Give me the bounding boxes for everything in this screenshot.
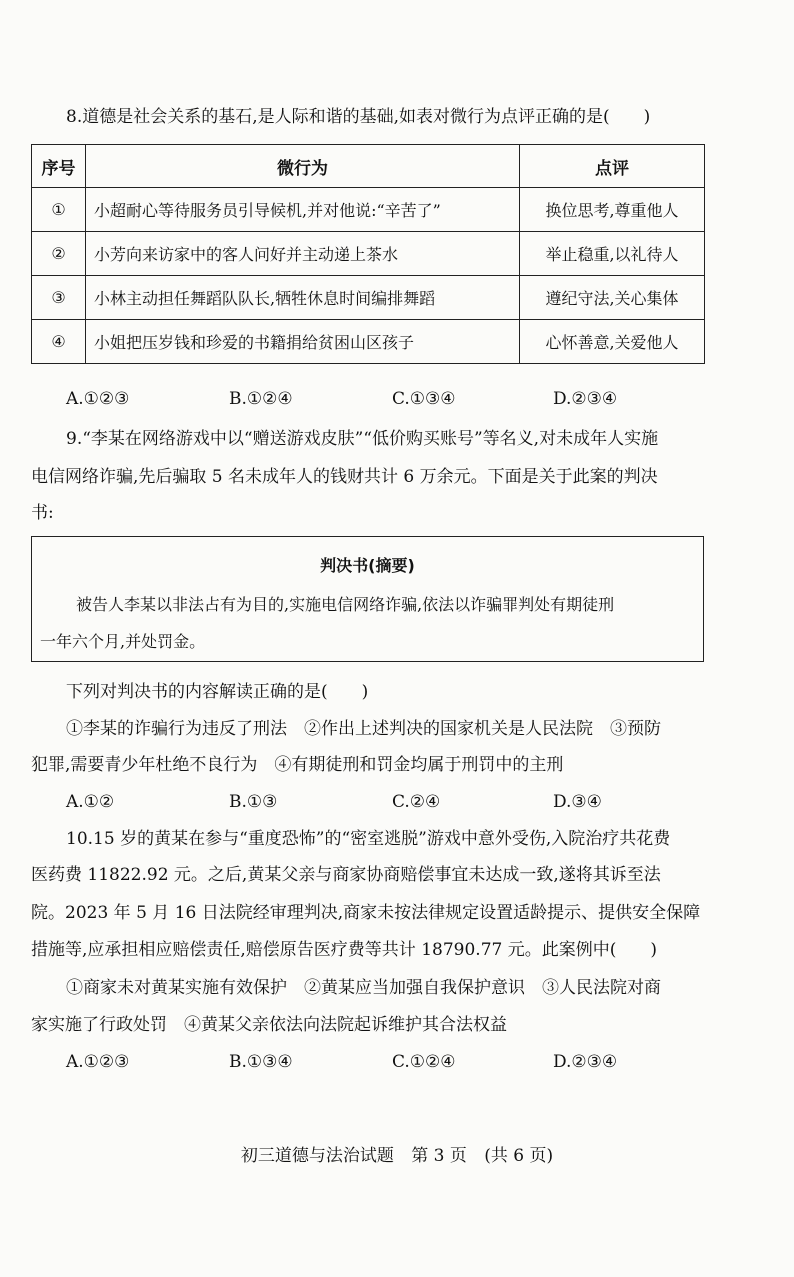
row-comment: 换位思考,尊重他人	[520, 188, 705, 232]
row-no: ③	[32, 276, 86, 320]
footer-page: 第 3 页	[411, 1146, 467, 1166]
q9-option-c[interactable]: C.②④	[392, 792, 441, 812]
row-action: 小姐把压岁钱和珍爱的书籍捐给贫困山区孩子	[86, 320, 520, 364]
q9-statement-line: 犯罪,需要青少年杜绝不良行为 ④有期徒刑和罚金均属于刑罚中的主刑	[31, 755, 564, 775]
footer-total: (共 6 页)	[484, 1146, 554, 1166]
q10-stem-line: 措施等,应承担相应赔偿责任,赔偿原告医疗费等共计 18790.77 元。此案例中( )	[31, 940, 657, 960]
header-no: 序号	[32, 145, 86, 188]
q9-option-d[interactable]: D.③④	[553, 792, 602, 812]
judgment-title: 判决书(摘要)	[320, 556, 415, 575]
q9-stem-line: 电信网络诈骗,先后骗取 5 名未成年人的钱财共计 6 万余元。下面是关于此案的判决	[31, 467, 658, 487]
table-row	[32, 276, 705, 320]
q10-stem-line: 院。2023 年 5 月 16 日法院经审理判决,商家未按法律规定设置适龄提示、提供安全保障	[31, 903, 701, 923]
row-comment: 心怀善意,关爱他人	[520, 320, 705, 364]
row-action: 小芳向来访家中的客人问好并主动递上茶水	[86, 232, 520, 276]
q10-option-d[interactable]: D.②③④	[553, 1052, 618, 1072]
footer-title: 初三道德与法治试题	[240, 1146, 394, 1166]
row-comment: 遵纪守法,关心集体	[520, 276, 705, 320]
table-row	[32, 232, 705, 276]
page-footer	[0, 1141, 794, 1166]
q8-option-c[interactable]: C.①③④	[392, 389, 456, 409]
q9-option-a[interactable]: A.①②	[66, 792, 115, 812]
row-no: ①	[32, 188, 86, 232]
q8-stem: 8.道德是社会关系的基石,是人际和谐的基础,如表对微行为点评正确的是( )	[66, 107, 651, 127]
row-action: 小林主动担任舞蹈队队长,牺牲休息时间编排舞蹈	[86, 276, 520, 320]
q8-option-a[interactable]: A.①②③	[66, 389, 130, 409]
header-action: 微行为	[86, 145, 520, 188]
row-action: 小超耐心等待服务员引导候机,并对他说:“辛苦了”	[86, 188, 520, 232]
judgment-text-line: 一年六个月,并处罚金。	[40, 632, 206, 651]
q10-option-c[interactable]: C.①②④	[392, 1052, 456, 1072]
q10-statement-line: ①商家未对黄某实施有效保护 ②黄某应当加强自我保护意识 ③人民法院对商	[66, 978, 661, 998]
q9-stem-line: 9.“李某在网络游戏中以“赠送游戏皮肤”“低价购买账号”等名义,对未成年人实施	[66, 429, 659, 449]
row-no: ②	[32, 232, 86, 276]
q8-option-d[interactable]: D.②③④	[553, 389, 618, 409]
q10-statement-line: 家实施了行政处罚 ④黄某父亲依法向法院起诉维护其合法权益	[31, 1015, 507, 1035]
q9-option-b[interactable]: B.①③	[229, 792, 278, 812]
q10-stem-line: 医药费 11822.92 元。之后,黄某父亲与商家协商赔偿事宜未达成一致,遂将其诉至法	[31, 865, 661, 885]
q10-option-a[interactable]: A.①②③	[66, 1052, 130, 1072]
q9-stem-line: 书:	[31, 503, 54, 523]
row-no: ④	[32, 320, 86, 364]
q8-table	[31, 144, 705, 364]
judgment-box	[31, 536, 704, 662]
judgment-text-line: 被告人李某以非法占有为目的,实施电信网络诈骗,依法以诈骗罪判处有期徒刑	[76, 595, 615, 614]
q9-question: 下列对判决书的内容解读正确的是( )	[66, 682, 369, 702]
q9-statement-line: ①李某的诈骗行为违反了刑法 ②作出上述判决的国家机关是人民法院 ③预防	[66, 719, 661, 739]
table-row	[32, 320, 705, 364]
table-row	[32, 188, 705, 232]
row-comment: 举止稳重,以礼待人	[520, 232, 705, 276]
table-header-row	[32, 145, 705, 188]
q8-option-b[interactable]: B.①②④	[229, 389, 293, 409]
header-comment: 点评	[520, 145, 705, 188]
q10-stem-line: 10.15 岁的黄某在参与“重度恐怖”的“密室逃脱”游戏中意外受伤,入院治疗共花费	[66, 829, 671, 849]
q10-option-b[interactable]: B.①③④	[229, 1052, 293, 1072]
